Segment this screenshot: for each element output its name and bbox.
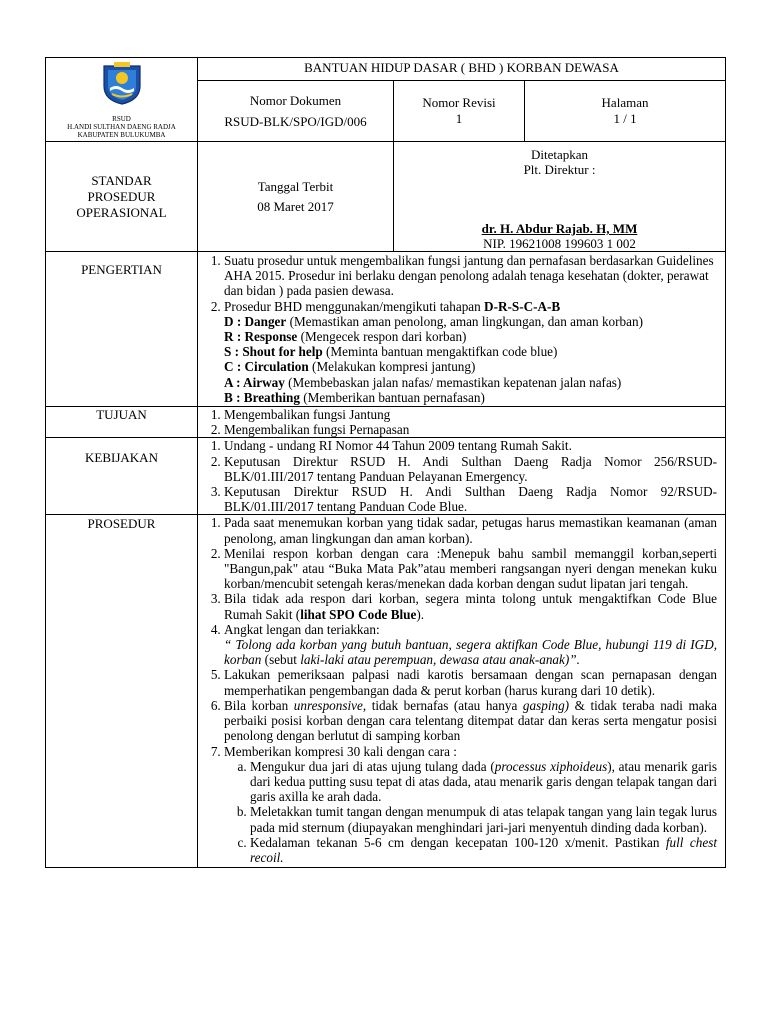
- step-breathing: B : Breathing (Memberikan bantuan pernafasan): [224, 389, 485, 405]
- prosedur-step: 2. Menilai respon korban dengan cara :Menepuk bahu sambil memanggil korban,seperti "Bangun,pak" atau “Buka Mata Pak”atau memberi rangsangan nyeri dengan menekan kuku korban/mencubit setengah keras/menekan dada korban dengan sudut lipatan jari tengah.: [224, 546, 717, 592]
- prosedur-step: 3. Bila tidak ada respon dari korban, segera minta tolong untuk mengaktifkan Code Blue Rumah Sakit (lihat SPO Code Blue).: [224, 591, 717, 621]
- prosedur-step: 6. Bila korban unresponsive, tidak bernafas (atau hanya gasping) & tidak teraba nadi maka perbaiki posisi korban dengan cara telentang ditempat datar dan keras serta mengatur posisi penolong dengan berlutut di samping korban: [224, 698, 717, 744]
- step-shout: S : Shout for help (Meminta bantuan mengaktifkan code blue): [224, 344, 558, 360]
- substep: b. Meletakkan tumit tangan dengan menumpuk di atas telapak tangan yang lain tegak lurus pada mid sternum (diupayakan menghindari jari-jari menyentuh dinding dada korban).: [250, 804, 717, 834]
- sop-label-cell: [46, 142, 198, 252]
- issue-date-cell: [198, 142, 394, 252]
- doc-number-value: RSUD-BLK/SPO/IGD/006: [224, 113, 367, 129]
- sop-table: [45, 57, 726, 868]
- substep: a. Mengukur dua jari di atas ujung tulang dada (processus xiphoideus), atau menarik garis dari kedua putting susu tepat di atas dada, atau menarik garis dengan telapak tangan dari garis axilla ke arah dada.: [250, 759, 717, 805]
- signer-nip: NIP. 19621008 199603 1 002: [483, 236, 636, 251]
- sop-line-2: PROSEDUR: [87, 188, 156, 204]
- hospital-line-3: KABUPATEN BULUKUMBA: [77, 131, 166, 139]
- kebijakan-list: [198, 438, 725, 514]
- hospital-name: [46, 115, 197, 139]
- pengertian-label: PENGERTIAN: [46, 252, 198, 407]
- hospital-line-1: RSUD: [112, 115, 131, 123]
- revision-label: Nomor Revisi: [422, 95, 496, 110]
- sop-document: [45, 57, 725, 868]
- kebijakan-item: 1. Undang - undang RI Nomor 44 Tahun 2009 tentang Rumah Sakit.: [224, 438, 717, 453]
- revision-value: 1: [455, 111, 463, 126]
- logo-cell: [46, 58, 198, 142]
- step-circulation: C : Circulation (Melakukan kompresi jantung): [224, 359, 476, 375]
- page-value: 1 / 1: [613, 111, 637, 126]
- prosedur-list: [198, 515, 725, 865]
- page-cell: [525, 81, 726, 142]
- doc-number-label: Nomor Dokumen: [249, 92, 342, 108]
- step-danger: D : Danger (Memastikan aman penolong, aman lingkungan, dan aman korban): [224, 313, 643, 329]
- signer-name: dr. H. Abdur Rajab. H, MM: [481, 221, 638, 236]
- tujuan-list: [198, 407, 725, 437]
- tujuan-label: TUJUAN: [46, 407, 198, 438]
- tujuan-content: [198, 407, 726, 438]
- step-response: R : Response (Mengecek respon dari korban): [224, 329, 467, 345]
- hospital-emblem-icon: [98, 60, 146, 106]
- pengertian-item: 1. Suatu prosedur untuk mengembalikan fungsi jantung dan pernafasan berdasarkan Guidelines AHA 2015. Prosedur ini berlaku dengan penolong adalah tenaga kesehatan (dokter, perawat dan bidan ) pada pasien dewasa.: [224, 253, 725, 299]
- step-airway: A : Airway (Membebaskan jalan nafas/ memastikan kepatenan jalan nafas): [224, 374, 622, 390]
- prosedur-step: 5. Lakukan pemeriksaan palpasi nadi karotis bersamaan dengan scan pernapasan dengan memperhatikan pengembangan dada & perut korban (harus kurang dari 10 detik).: [224, 667, 717, 697]
- substep: c. Kedalaman tekanan 5-6 cm dengan kecepatan 100-120 x/menit. Pastikan full chest recoil.: [250, 835, 717, 865]
- kebijakan-item: 3. Keputusan Direktur RSUD H. Andi Sulthan Daeng Radja Nomor 92/RSUD-BLK/01.III/2017 tentang Panduan Code Blue.: [224, 484, 717, 514]
- page-label: Halaman: [601, 95, 649, 110]
- signature-cell: [394, 142, 726, 252]
- revision-cell: [394, 81, 525, 142]
- doc-number-cell: [198, 81, 394, 142]
- issue-date-label: Tanggal Terbit: [257, 178, 334, 194]
- pengertian-content: [198, 252, 726, 407]
- issue-date-value: 08 Maret 2017: [257, 198, 334, 214]
- compression-substeps: [224, 759, 717, 865]
- pengertian-item: 2. Prosedur BHD menggunakan/mengikuti tahapan D-R-S-C-A-B D : Danger (Memastikan aman penolong, aman lingkungan, dan aman korban) R : Response (Mengecek respon dari korban) S : Shout for help (Meminta bantuan mengaktifkan code blue) C : Circulation (Melakukan kompresi jantung) A : Airway (Membebaskan jalan nafas/ memastikan kepatenan jalan nafas) B : Breathing (Memberikan bantuan pernafasan): [224, 299, 725, 405]
- document-title: BANTUAN HIDUP DASAR ( BHD ) KORBAN DEWASA: [198, 58, 726, 81]
- prosedur-step: 4. Angkat lengan dan teriakkan: “ Tolong ada korban yang butuh bantuan, segera aktifkan Code Blue, hubungi 119 di IGD, korban (sebut laki-laki atau perempuan, dewasa atau anak-anak)”.: [224, 622, 717, 668]
- prosedur-step: 7. Memberikan kompresi 30 kali dengan cara : a. Mengukur dua jari di atas ujung tulang dada (processus xiphoideus), atau menarik garis dari kedua putting susu tepat di atas dada, atau menarik garis dengan telapak tangan dari garis axilla ke arah dada. b. Meletakkan tumit tangan dengan menumpuk di atas telapak tangan yang lain tegak lurus pada mid sternum (diupayakan menghindari jari-jari menyentuh dinding dada korban). c. Kedalaman tekanan 5-6 cm dengan kecepatan 100-120 x/menit. Pastikan full chest recoil.: [224, 744, 717, 866]
- kebijakan-content: [198, 438, 726, 515]
- kebijakan-item: 2. Keputusan Direktur RSUD H. Andi Sulthan Daeng Radja Nomor 256/RSUD-BLK/01.III/2017 tentang Panduan Pelayanan Emergency.: [224, 454, 717, 484]
- sop-line-3: OPERASIONAL: [76, 204, 167, 220]
- prosedur-step: 1. Pada saat menemukan korban yang tidak sadar, petugas harus memastikan keamanan (aman penolong, aman lingkungan dan aman korban).: [224, 515, 717, 545]
- drscab-steps: [224, 314, 725, 405]
- tujuan-item: 2. Mengembalikan fungsi Pernapasan: [224, 422, 725, 437]
- approval-role: Plt. Direktur :: [523, 162, 596, 177]
- pengertian-list: [198, 253, 725, 405]
- prosedur-content: [198, 515, 726, 868]
- hospital-line-2: H.ANDI SULTHAN DAENG RADJA: [67, 123, 176, 131]
- kebijakan-label: KEBIJAKAN: [46, 438, 198, 515]
- sop-line-1: STANDAR: [91, 172, 152, 188]
- tujuan-item: 1. Mengembalikan fungsi Jantung: [224, 407, 725, 422]
- prosedur-label: PROSEDUR: [46, 515, 198, 868]
- approval-label: Ditetapkan: [530, 147, 589, 162]
